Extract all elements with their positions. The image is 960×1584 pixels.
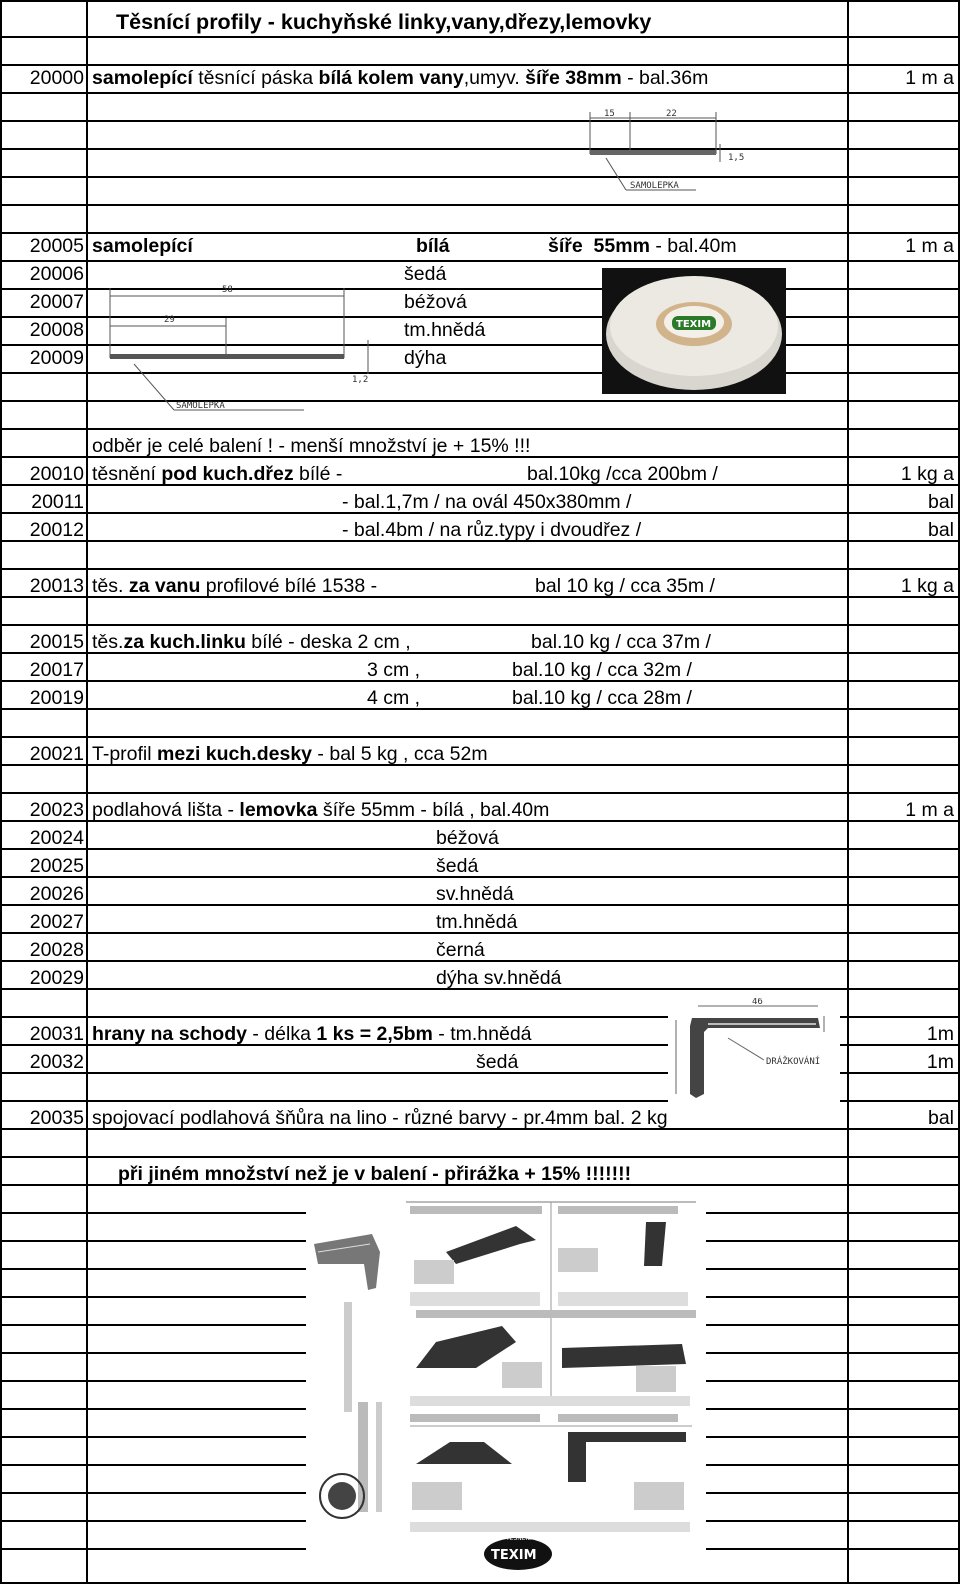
item-unit: 1 kg a <box>900 575 954 597</box>
scanned-catalog-sheet <box>306 1192 706 1582</box>
table-row <box>0 488 960 516</box>
item-code: 20006 <box>29 263 84 285</box>
dimension-label: 1,5 <box>728 153 745 163</box>
grid-line <box>0 204 960 206</box>
table-row <box>0 740 960 768</box>
item-description: těsnění pod kuch.dřez bílé - <box>92 463 343 485</box>
item-color: dýha <box>404 347 447 369</box>
item-code: 20008 <box>29 319 84 341</box>
item-package: bal.10 kg / cca 32m / <box>512 659 692 681</box>
item-code: 20023 <box>29 799 84 821</box>
grid-line <box>0 176 960 178</box>
item-unit: bal <box>927 519 954 541</box>
table-row <box>0 572 960 600</box>
dimension-label: 29 <box>164 315 175 325</box>
grid-line <box>0 92 960 94</box>
brand-label: TEXIM <box>676 319 712 330</box>
grid-line <box>0 148 960 150</box>
grid-line <box>0 428 960 430</box>
item-unit: 1 m a <box>905 235 954 257</box>
item-code: 20028 <box>29 939 84 961</box>
item-description: hrany na schody - délka 1 ks = 2,5bm - tm.hnědá <box>92 1023 532 1045</box>
item-package: bal 10 kg / cca 35m / <box>535 575 715 597</box>
brand-logo-subtext: TĚSNĚNÍ <box>506 1535 532 1542</box>
stair-edge-drawing <box>668 998 840 1106</box>
item-code: 20005 <box>29 235 84 257</box>
item-code: 20032 <box>29 1051 84 1073</box>
item-color: šedá <box>436 855 479 877</box>
item-description: T-profil mezi kuch.desky - bal 5 kg , cca 52m <box>92 743 488 765</box>
item-code: 20031 <box>29 1023 84 1045</box>
item-code: 20025 <box>29 855 84 877</box>
table-row <box>0 656 960 684</box>
profile-drawing-38mm <box>586 104 754 200</box>
item-color: dýha sv.hnědá <box>436 967 562 989</box>
profile-drawing-55mm <box>104 282 394 422</box>
item-color: béžová <box>436 827 499 849</box>
item-unit: 1m <box>926 1051 954 1073</box>
table-row <box>0 684 960 712</box>
dimension-label: 58 <box>222 285 233 295</box>
item-color: bílá <box>416 235 450 257</box>
grid-line <box>0 0 960 2</box>
grid-line <box>0 1156 960 1158</box>
item-unit: 1m <box>926 1023 954 1045</box>
item-code: 20024 <box>29 827 84 849</box>
item-description: spojovací podlahová šňůra na lino - různé barvy - pr.4mm bal. 2 kg <box>92 1107 668 1129</box>
surcharge-note: při jiném množství než je v balení - přirážka + 15% !!!!!!! <box>118 1163 632 1185</box>
item-width: šíře 55mm - bal.40m <box>548 235 737 257</box>
grid-line <box>0 736 960 738</box>
item-color: šedá <box>404 263 447 285</box>
grid-line <box>0 568 960 570</box>
tape-roll-photo <box>602 268 786 394</box>
annotation-label: DRÁŽKOVÁNÍ <box>766 1057 821 1067</box>
table-row <box>0 628 960 656</box>
item-package: - bal.4bm / na růz.typy i dvoudřez / <box>342 519 642 541</box>
item-code: 20013 <box>29 575 84 597</box>
table-row <box>0 852 960 880</box>
table-row <box>0 964 960 992</box>
dimension-label: 46 <box>752 998 763 1007</box>
table-row <box>0 516 960 544</box>
item-code: 20010 <box>29 463 84 485</box>
annotation-label: SAMOLEPKA <box>630 181 679 191</box>
grid-line <box>0 120 960 122</box>
item-package: bal.10 kg / cca 28m / <box>512 687 692 709</box>
item-code: 20000 <box>29 67 84 89</box>
brand-logo-text: TEXIM <box>491 1548 537 1563</box>
item-unit: bal <box>927 491 954 513</box>
dimension-label: 22 <box>666 109 677 119</box>
item-code: 20021 <box>29 743 84 765</box>
table-row <box>0 460 960 488</box>
item-size: 3 cm , <box>367 659 421 681</box>
table-row <box>0 880 960 908</box>
item-description: těs.za kuch.linku bílé - deska 2 cm , <box>92 631 411 653</box>
item-code: 20011 <box>31 491 84 513</box>
item-code: 20026 <box>29 883 84 905</box>
item-unit: 1 kg a <box>900 463 954 485</box>
item-color: šedá <box>476 1051 519 1073</box>
table-row <box>0 64 960 92</box>
item-code: 20029 <box>29 967 84 989</box>
dimension-label: 1,2 <box>352 375 369 385</box>
table-row <box>0 1104 960 1132</box>
table-row <box>0 232 960 260</box>
item-description: podlahová lišta - lemovka šíře 55mm - bílá , bal.40m <box>92 799 550 821</box>
item-unit: 1 m a <box>905 799 954 821</box>
item-unit: 1 m a <box>905 67 954 89</box>
grid-line <box>0 624 960 626</box>
item-unit: bal <box>927 1107 954 1129</box>
page-title: Těsnící profily - kuchyňské linky,vany,dřezy,lemovky <box>116 10 652 34</box>
item-code: 20012 <box>29 519 84 541</box>
item-code: 20017 <box>29 659 84 681</box>
item-code: 20009 <box>29 347 84 369</box>
item-size: 4 cm , <box>367 687 421 709</box>
item-description: samolepící <box>92 235 193 257</box>
item-package: bal.10 kg / cca 37m / <box>531 631 711 653</box>
grid-line <box>0 36 960 38</box>
item-code: 20019 <box>29 687 84 709</box>
item-color: sv.hnědá <box>436 883 514 905</box>
table-row <box>0 824 960 852</box>
item-description: těs. za vanu profilové bílé 1538 - <box>92 575 378 597</box>
item-color: černá <box>436 939 485 961</box>
item-code: 20035 <box>29 1107 84 1129</box>
item-code: 20007 <box>29 291 84 313</box>
dimension-label: 15 <box>604 109 615 119</box>
annotation-label: SAMOLEPKA <box>176 401 225 411</box>
table-row <box>0 936 960 964</box>
grid-line <box>0 792 960 794</box>
table-row <box>0 908 960 936</box>
item-code: 20027 <box>29 911 84 933</box>
item-description: samolepící těsnící páska bílá kolem vany,umyv. šíře 38mm - bal.36m <box>92 67 709 89</box>
table-row <box>0 796 960 824</box>
item-color: tm.hnědá <box>436 911 518 933</box>
item-code: 20015 <box>29 631 84 653</box>
item-color: tm.hnědá <box>404 319 486 341</box>
note-text: odběr je celé balení ! - menší množství je + 15% !!! <box>92 435 531 457</box>
item-package: bal.10kg /cca 200bm / <box>527 463 718 485</box>
item-color: béžová <box>404 291 467 313</box>
item-package: - bal.1,7m / na ovál 450x380mm / <box>342 491 632 513</box>
